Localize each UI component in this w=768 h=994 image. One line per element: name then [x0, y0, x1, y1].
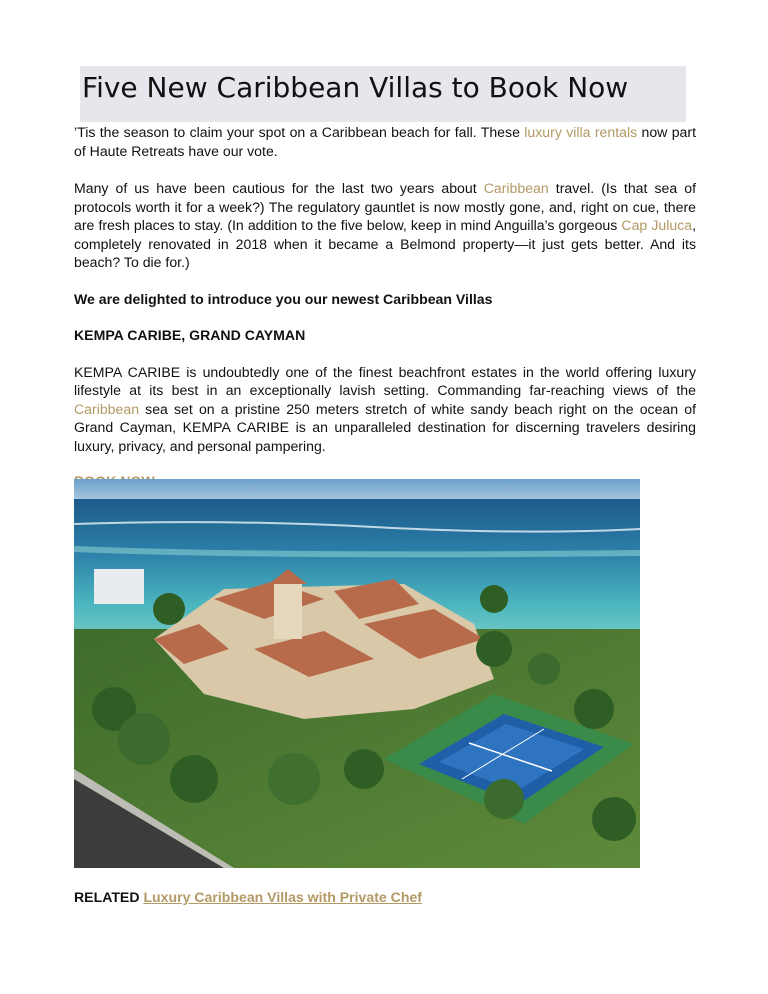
villa-description	[74, 363, 696, 456]
related-article-link[interactable]: Luxury Caribbean Villas with Private Chef	[143, 889, 423, 905]
villa-text-2: sea set on a pristine 250 meters stretch of white sandy beach right on the ocean of Grand Cayman, KEMPA CARIBE is an unparalleled destination for discerning travelers desiring luxury, privacy, and personal pampering.	[74, 400, 696, 454]
context-paragraph	[74, 179, 696, 272]
related-label: RELATED	[74, 889, 140, 905]
villa-aerial-photo	[74, 479, 640, 868]
intro-heading: We are delighted to introduce you our newest Caribbean Villas	[74, 290, 493, 307]
context-text-3: , completely renovated in 2018 when it became a Belmond property—it just gets better. And its beach? To die for.)	[74, 217, 697, 270]
intro-text: ’Tis the season to claim your spot on a Caribbean beach for fall. These	[74, 124, 525, 140]
intro-paragraph	[74, 123, 696, 160]
cap-juluca-link[interactable]: Cap Juluca	[621, 217, 693, 233]
context-text-1: Many of us have been cautious for the last two years about	[74, 180, 484, 196]
villa-text-1: KEMPA CARIBE is undoubtedly one of the finest beachfront estates in the world offering luxury lifestyle at its best in an exceptionally lavish setting. Commanding far-reaching views of the	[74, 363, 696, 398]
page-title: Five New Caribbean Villas to Book Now	[82, 71, 629, 104]
villa-photo-illustration	[74, 479, 640, 868]
intro-text-end: now part of Haute Retreats have our vote.	[74, 124, 696, 159]
luxury-villa-rentals-link[interactable]: luxury villa rentals	[524, 124, 638, 140]
caribbean-link[interactable]: Caribbean	[483, 180, 549, 196]
caribbean-sea-link[interactable]: Caribbean	[74, 400, 140, 417]
related-link-line	[74, 889, 422, 905]
villa-heading: KEMPA CARIBE, GRAND CAYMAN	[74, 327, 306, 343]
article-body	[74, 123, 696, 491]
context-text-2: travel. (Is that sea of protocols worth it for a week?) The regulatory gauntlet is now mostly gone, and, right on cue, there are fresh places to stay. (In addition to the five below, keep in mind Anguilla’s gorgeous	[74, 180, 696, 233]
